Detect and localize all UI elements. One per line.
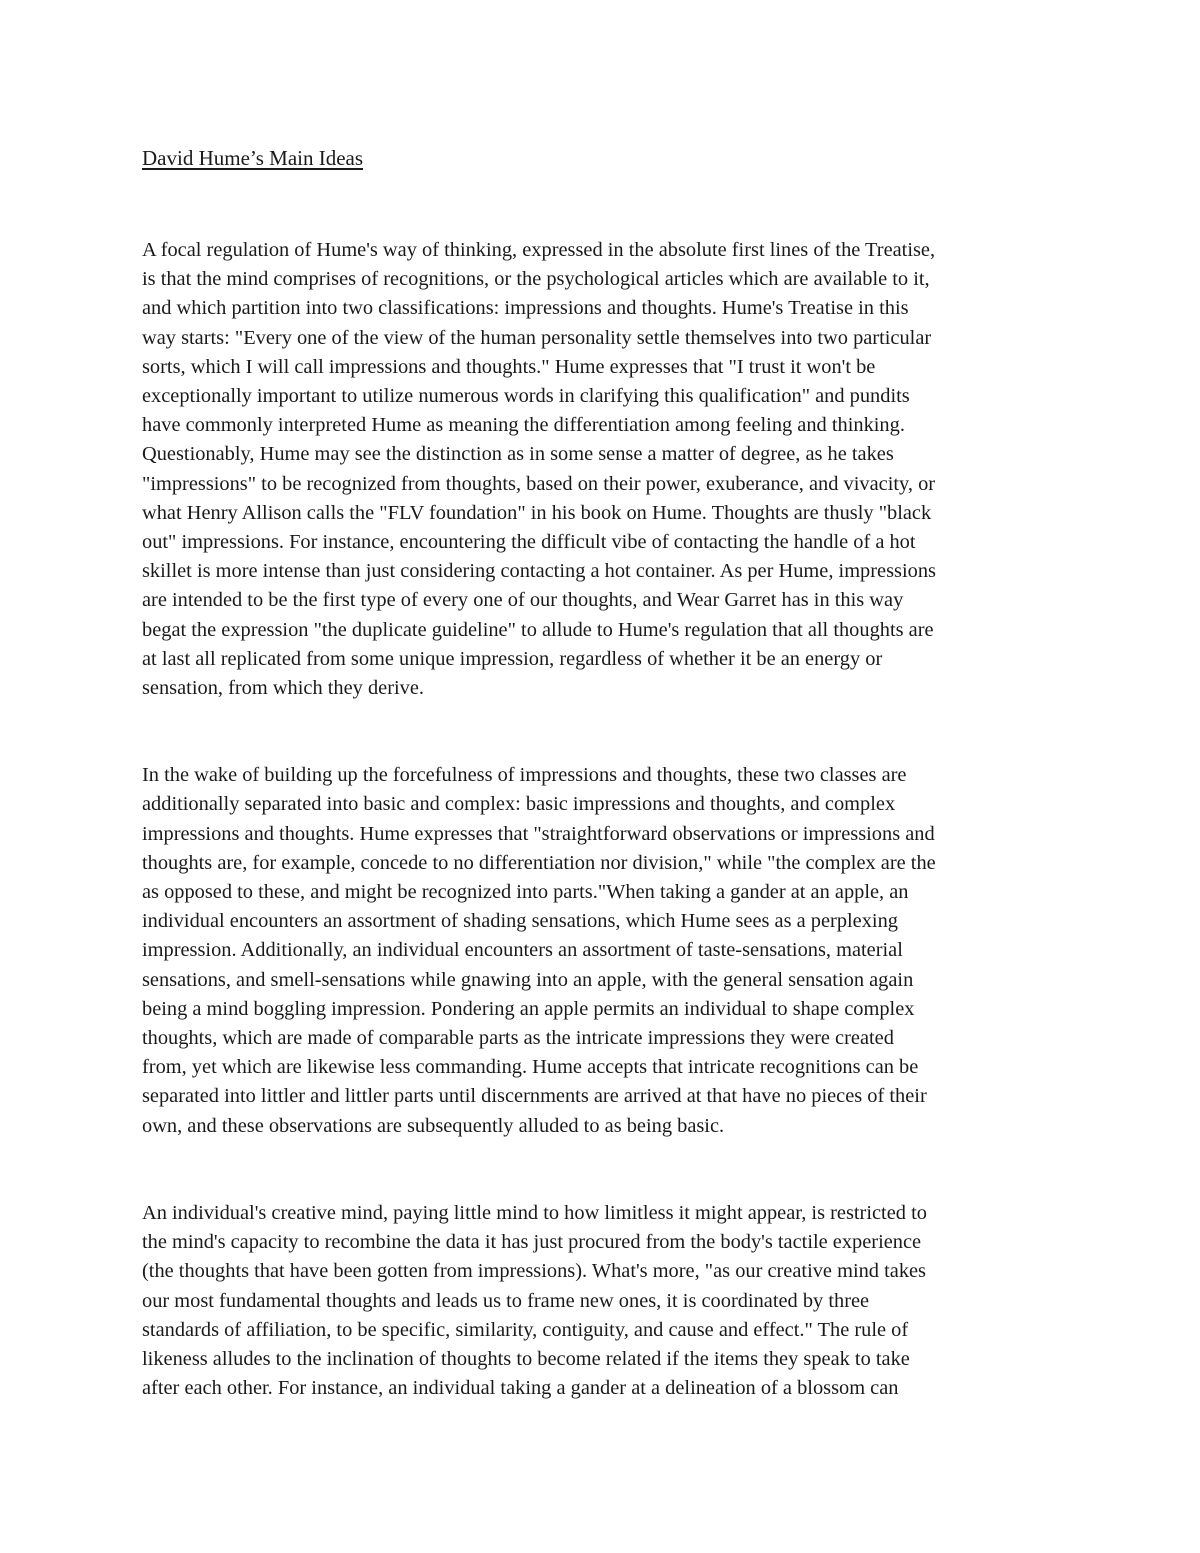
text-line: An individual's creative mind, paying little mind to how limitless it might appear, is restricted to: [142, 1201, 927, 1224]
text-line: have commonly interpreted Hume as meaning the differentiation among feeling and thinking.: [142, 414, 905, 437]
text-line: exceptionally important to utilize numerous words in clarifying this qualification" and pundits: [142, 385, 910, 408]
text-line: being a mind boggling impression. Pondering an apple permits an individual to shape complex: [142, 997, 915, 1020]
paragraph-3: [142, 1199, 1072, 1403]
text-line: impression. Additionally, an individual encounters an assortment of taste-sensations, material: [142, 939, 903, 962]
text-line: out" impressions. For instance, encountering the difficult vibe of contacting the handle of a hot: [142, 531, 916, 554]
text-line: "impressions" to be recognized from thoughts, based on their power, exuberance, and vivacity, or: [142, 472, 936, 495]
text-line: and which partition into two classifications: impressions and thoughts. Hume's Treatise in this: [142, 297, 909, 320]
text-line: after each other. For instance, an individual taking a gander at a delineation of a blossom can: [142, 1377, 899, 1400]
text-line: the mind's capacity to recombine the data it has just procured from the body's tactile experience: [142, 1231, 922, 1254]
text-line: A focal regulation of Hume's way of thinking, expressed in the absolute first lines of the Treatise,: [142, 239, 936, 261]
text-line: skillet is more intense than just considering contacting a hot container. As per Hume, impressions: [142, 560, 936, 583]
text-line: In the wake of building up the forcefulness of impressions and thoughts, these two classes are: [142, 764, 907, 787]
text-line: what Henry Allison calls the "FLV foundation" in his book on Hume. Thoughts are thusly "black: [142, 501, 932, 524]
text-line: impressions and thoughts. Hume expresses that "straightforward observations or impressions and: [142, 822, 935, 845]
paragraph-2: [142, 761, 1072, 1141]
text-line: individual encounters an assortment of shading sensations, which Hume sees as a perplexing: [142, 910, 898, 933]
text-line: from, yet which are likewise less commanding. Hume accepts that intricate recognitions can be: [142, 1056, 919, 1079]
text-line: separated into littler and littler parts until discernments are arrived at that have no pieces of their: [142, 1085, 927, 1108]
text-line: likeness alludes to the inclination of thoughts to become related if the items they speak to take: [142, 1347, 910, 1370]
text-line: is that the mind comprises of recognitions, or the psychological articles which are available to it,: [142, 268, 930, 291]
text-line: Questionably, Hume may see the distinction as in some sense a matter of degree, as he takes: [142, 443, 894, 466]
text-line: way starts: "Every one of the view of the human personality settle themselves into two particular: [142, 326, 932, 349]
text-line: thoughts are, for example, concede to no differentiation nor division," while "the complex are the: [142, 851, 936, 874]
text-line: are intended to be the first type of every one of our thoughts, and Wear Garret has in this way: [142, 589, 904, 612]
text-line: our most fundamental thoughts and leads us to frame new ones, it is coordinated by three: [142, 1289, 870, 1312]
text-line: sensations, and smell-sensations while gnawing into an apple, with the general sensation again: [142, 968, 914, 991]
text-line: own, and these observations are subsequently alluded to as being basic.: [142, 1114, 725, 1137]
text-line: begat the expression "the duplicate guideline" to allude to Hume's regulation that all thoughts are: [142, 618, 934, 641]
text-line: thoughts, which are made of comparable parts as the intricate impressions they were created: [142, 1027, 894, 1050]
text-line: as opposed to these, and might be recognized into parts."When taking a gander at an apple, an: [142, 881, 909, 904]
text-line: sorts, which I will call impressions and thoughts." Hume expresses that "I trust it won't be: [142, 355, 876, 378]
paragraph-1: [142, 236, 1072, 703]
text-line: additionally separated into basic and complex: basic impressions and thoughts, and complex: [142, 793, 896, 816]
document-content: [142, 143, 1072, 1461]
text-line: (the thoughts that have been gotten from impressions). What's more, "as our creative mind takes: [142, 1260, 926, 1283]
text-line: sensation, from which they derive.: [142, 677, 424, 700]
text-line: at last all replicated from some unique impression, regardless of whether it be an energy or: [142, 647, 883, 670]
document-title: David Hume’s Main Ideas: [142, 146, 364, 170]
text-line: standards of affiliation, to be specific, similarity, contiguity, and cause and effect." The rule of: [142, 1318, 909, 1341]
